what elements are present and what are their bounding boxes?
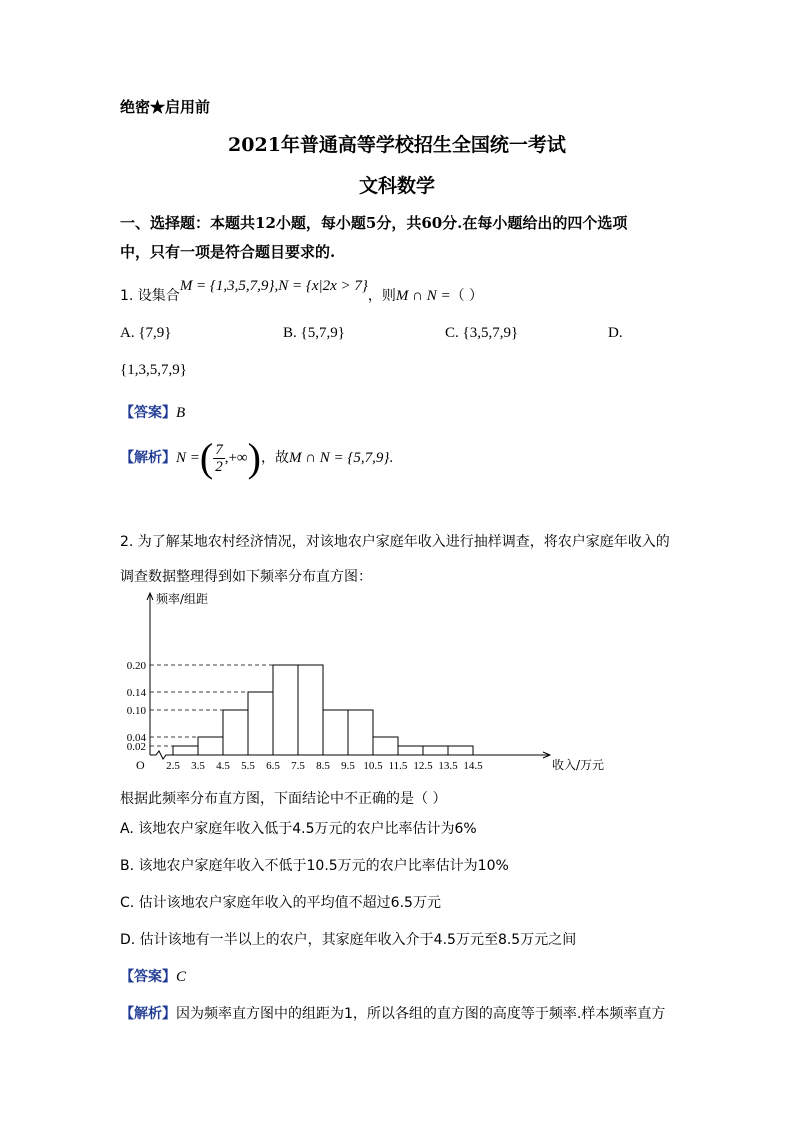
q1-answer-tag: 【答案】 <box>120 405 176 421</box>
q1-analysis-result: M ∩ N = {5,7,9} <box>288 450 390 466</box>
x-tick-label: 14.5 <box>463 760 483 772</box>
q1-option-a: A. {7,9} <box>120 325 172 341</box>
q1-option-d: D. <box>608 325 623 341</box>
q2-analysis <box>120 1003 665 1023</box>
histogram-bar <box>373 737 398 755</box>
histogram-bar <box>423 746 448 755</box>
q1-analysis-n: N = <box>176 450 200 466</box>
q1-stem <box>120 278 484 305</box>
q1-analysis-inf: ,+∞ <box>224 450 248 466</box>
q2-option-c: C. 估计该地农户家庭年收入的平均值不超过6.5万元 <box>120 895 441 911</box>
histogram-bar <box>273 665 298 755</box>
q2-answer <box>120 966 186 986</box>
q1-set-m: M = {1,3,5,7,9} <box>179 278 275 294</box>
x-tick-label: 3.5 <box>191 760 205 772</box>
x-tick-label: 10.5 <box>363 760 383 772</box>
q2-option-a: A. 该地农户家庭年收入低于4.5万元的农户比率估计为6% <box>120 821 477 837</box>
q2-option-d: D. 估计该地有一半以上的农户，其家庭年收入介于4.5万元至8.5万元之间 <box>120 932 577 948</box>
q1-answer-value: B <box>176 405 186 421</box>
histogram-bar <box>448 746 473 755</box>
x-tick-label: 13.5 <box>438 760 458 772</box>
q1-set-n: N = {x|2x > 7} <box>278 278 368 294</box>
q1-sep: , <box>274 278 279 294</box>
section-heading-line2: 中，只有一项是符合题目要求的. <box>120 243 336 261</box>
q2-analysis-tag: 【解析】 <box>120 1006 176 1022</box>
origin-label: O <box>136 758 145 772</box>
x-axis-label: 收入/万元 <box>552 758 605 772</box>
q2-answer-tag: 【答案】 <box>120 969 176 985</box>
histogram-bar <box>348 710 373 755</box>
histogram-bar <box>223 710 248 755</box>
histogram-bar <box>248 692 273 755</box>
q1-option-d-value: {1,3,5,7,9} <box>120 362 187 378</box>
x-tick-label: 11.5 <box>388 760 408 772</box>
q1-option-b: B. {5,7,9} <box>283 325 345 341</box>
section-heading-line1: 一、选择题：本题共12小题，每小题5分，共60分.在每小题给出的四个选项 <box>120 214 628 232</box>
q1-analysis-rest: ，故 <box>260 450 289 466</box>
y-tick-label: 0.10 <box>126 705 146 717</box>
frequency-histogram <box>110 585 605 785</box>
q2-analysis-text: 因为频率直方图中的组距为1，所以各组的直方图的高度等于频率.样本频率直方 <box>176 1006 666 1022</box>
x-tick-label: 4.5 <box>216 760 230 772</box>
q1-option-c: C. {3,5,7,9} <box>445 325 519 341</box>
secret-label: 绝密★启用前 <box>120 98 211 116</box>
x-tick-label: 6.5 <box>266 760 280 772</box>
x-tick-label: 5.5 <box>241 760 255 772</box>
histogram-bar <box>398 746 423 755</box>
q2-question: 根据此频率分布直方图，下面结论中不正确的是（ ） <box>120 791 447 807</box>
q2-option-b: B. 该地农户家庭年收入不低于10.5万元的农户比率估计为10% <box>120 858 509 874</box>
q1-then: ，则 <box>367 288 396 304</box>
histogram-bar <box>298 665 323 755</box>
y-tick-label: 0.14 <box>126 687 146 699</box>
x-tick-label: 8.5 <box>316 760 330 772</box>
x-tick-label: 9.5 <box>341 760 355 772</box>
y-tick-label: 0.20 <box>126 660 146 672</box>
x-tick-label: 2.5 <box>166 760 180 772</box>
q1-blank: （ ） <box>450 288 484 304</box>
q1-analysis: 【解析】N =( $\frac{7}{2}$ ,+∞)，故M ∩ N = {5,7,9}. <box>120 435 394 480</box>
histogram-bar <box>323 710 348 755</box>
histogram-bar <box>173 746 198 755</box>
x-tick-label: 7.5 <box>291 760 305 772</box>
x-tick-label: 12.5 <box>413 760 433 772</box>
y-tick-label: 0.04 <box>126 732 146 744</box>
q2-stem-line1: 2. 为了解某地农村经济情况，对该地农户家庭年收入进行抽样调查，将农户家庭年收入的 <box>120 534 670 550</box>
q1-prefix: 1. 设集合 <box>120 288 180 304</box>
q1-expr: M ∩ N = <box>395 288 451 304</box>
q2-answer-value: C <box>176 969 187 985</box>
y-axis-label: 频率/组距 <box>156 592 209 606</box>
q1-answer <box>120 402 185 422</box>
q1-analysis-tag: 【解析】 <box>120 450 176 466</box>
histogram-bar <box>198 737 223 755</box>
exam-title: 2021年普通高等学校招生全国统一考试 <box>228 134 566 156</box>
y-tick-label: 0.02 <box>126 741 146 753</box>
exam-subtitle: 文科数学 <box>358 175 435 197</box>
q2-stem-line2: 调查数据整理得到如下频率分布直方图： <box>120 569 372 585</box>
q1-fraction: $\frac{7}{2}$ <box>215 441 223 475</box>
